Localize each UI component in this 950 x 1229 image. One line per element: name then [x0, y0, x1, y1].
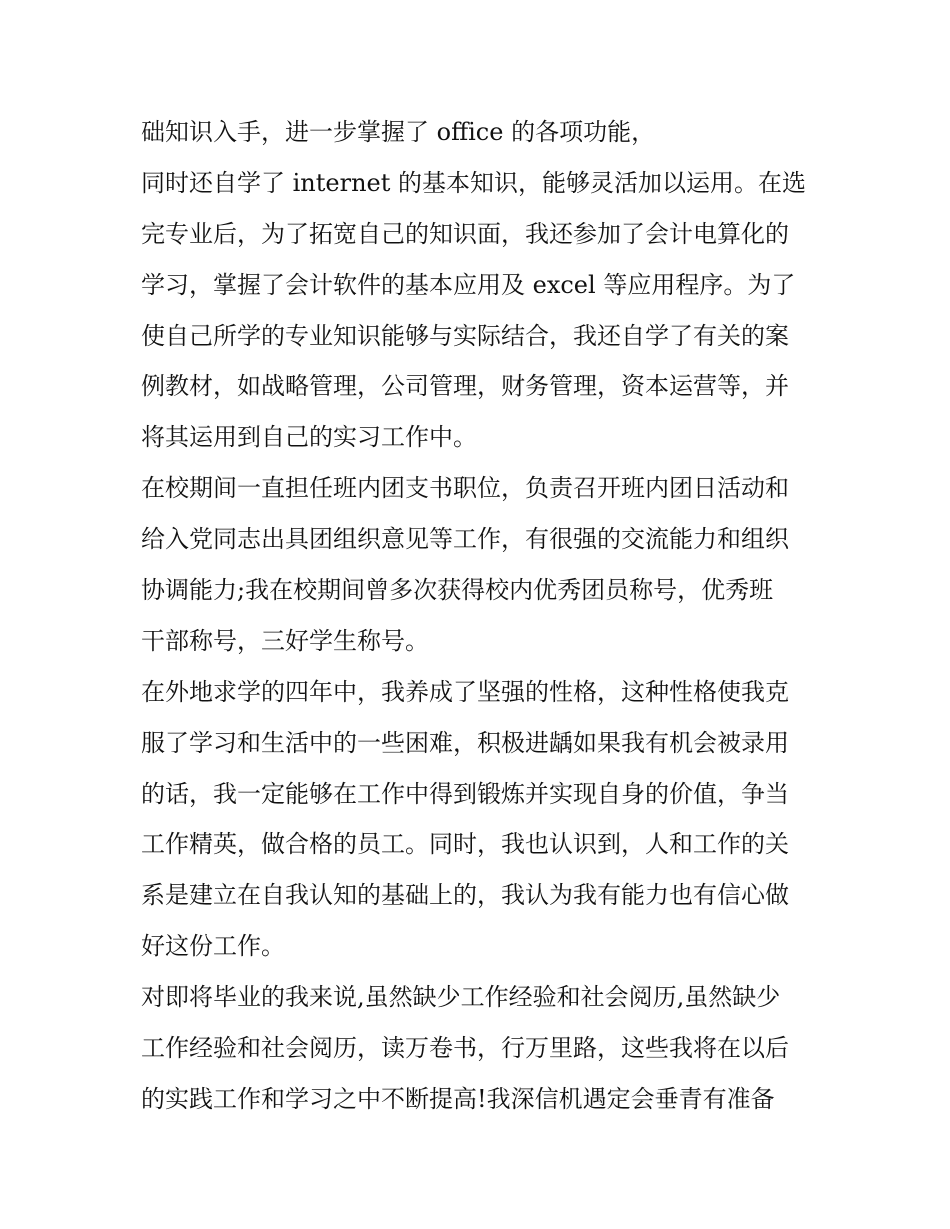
text-line: 的实践工作和学习之中不断提高!我深信机遇定会垂青有准备	[141, 1084, 775, 1113]
text-line: 系是建立在自我认知的基础上的，我认为我有能力也有信心做	[141, 881, 789, 910]
text-line: 学习，掌握了会计软件的基本应用及 excel 等应用程序。为了	[141, 270, 796, 299]
text-line: 在外地求学的四年中，我养成了坚强的性格，这种性格使我克	[141, 677, 789, 706]
text-line: 础知识入手，进一步掌握了 office 的各项功能，	[141, 118, 656, 146]
text-line: 干部称号，三好学生称号。	[141, 626, 429, 655]
text-line: 的话，我一定能够在工作中得到锻炼并实现自身的价值，争当	[141, 779, 789, 808]
text-line: 给入党同志出具团组织意见等工作，有很强的交流能力和组织	[141, 525, 789, 554]
text-line: 工作经验和社会阅历，读万卷书，行万里路，这些我将在以后	[141, 1034, 789, 1063]
text-line: 服了学习和生活中的一些困难，积极进龋如果我有机会被录用	[141, 728, 789, 757]
text-line: 对即将毕业的我来说,虽然缺少工作经验和社会阅历,虽然缺少	[141, 983, 781, 1012]
text-line: 完专业后，为了拓宽自己的知识面，我还参加了会计电算化的	[141, 219, 789, 248]
document-body	[141, 107, 821, 1125]
text-line: 协调能力;我在校期间曾多次获得校内优秀团员称号，优秀班	[141, 576, 774, 605]
text-line: 例教材，如战略管理，公司管理，财务管理，资本运营等，并	[141, 372, 789, 401]
text-line: 好这份工作。	[141, 932, 285, 961]
text-line: 将其运用到自己的实习工作中。	[141, 423, 477, 452]
text-line: 同时还自学了 internet 的基本知识，能够灵活加以运用。在选	[141, 168, 807, 197]
text-line: 使自己所学的专业知识能够与实际结合，我还自学了有关的案	[141, 321, 789, 350]
text-line: 在校期间一直担任班内团支书职位，负责召开班内团日活动和	[141, 474, 789, 503]
text-line: 工作精英，做合格的员工。同时，我也认识到，人和工作的关	[141, 830, 789, 859]
